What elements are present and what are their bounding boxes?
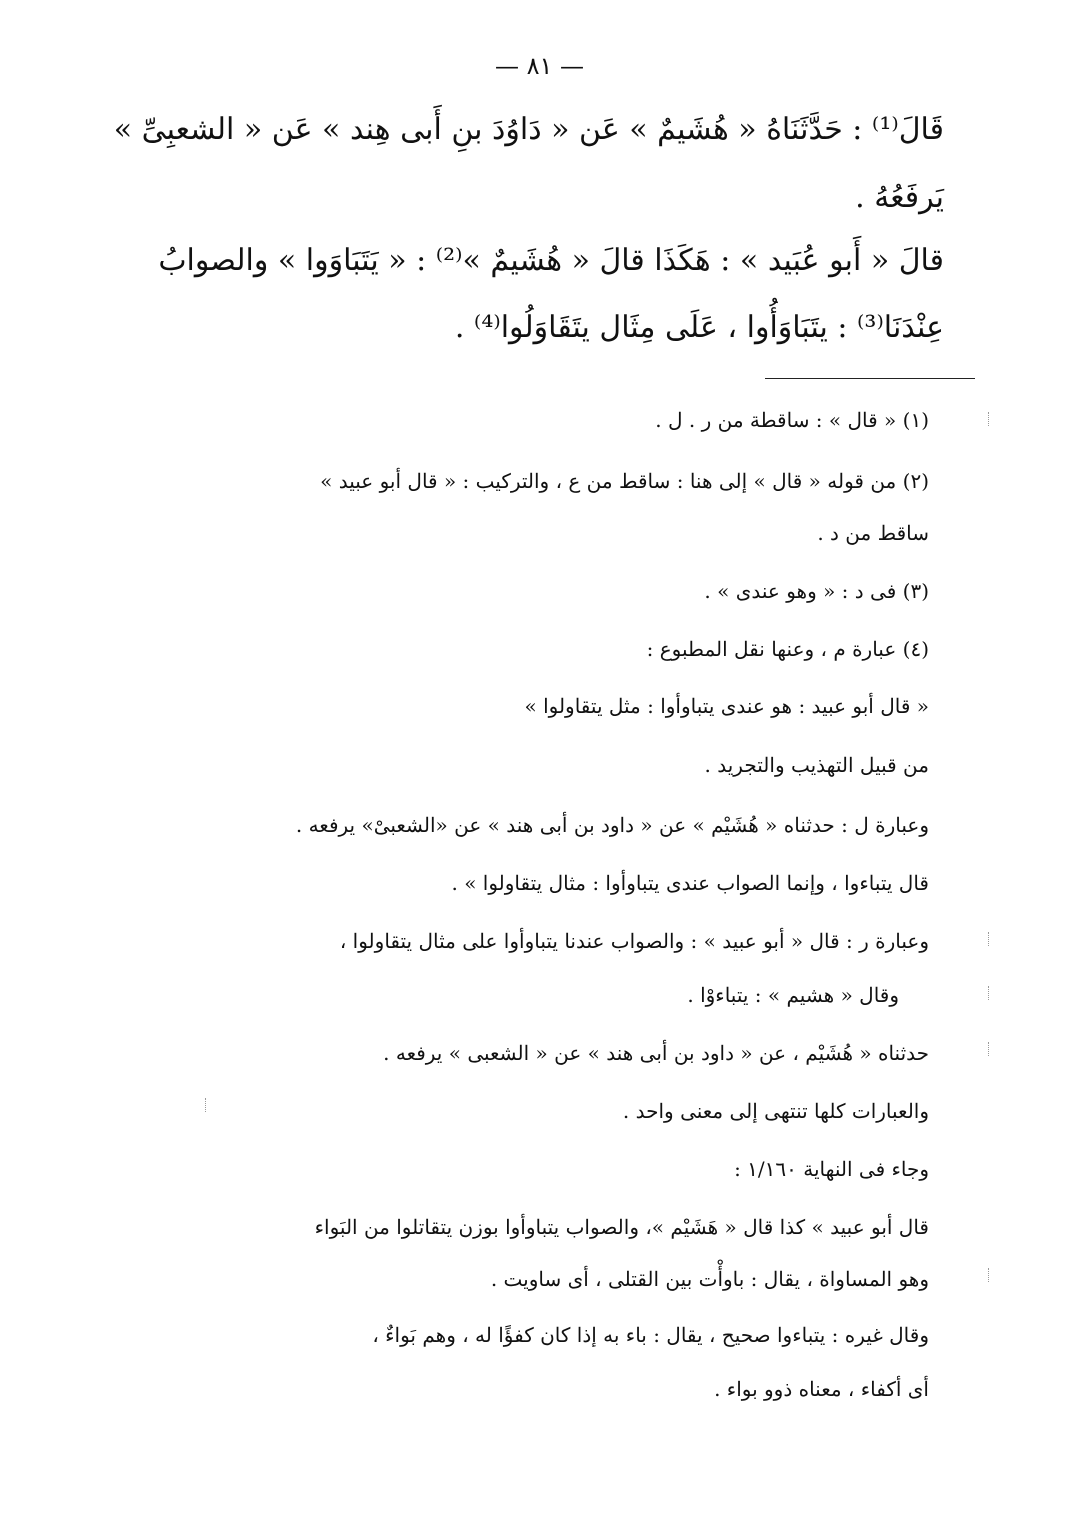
footnote-4: (٤) عبارة م ، وعنها نقل المطبوع :	[646, 637, 929, 661]
footnote-4-line: والعبارات كلها تنتهى إلى معنى واحد .	[622, 1099, 929, 1123]
footnote-4-line: قال يتباءوا ، وإنما الصواب عندى يتباوأوا : مثال يتقاولوا » .	[451, 871, 929, 895]
footnote-1: (١) « قال » : ساقطة من ر . ل .	[655, 408, 929, 432]
footnote-4-line: من قبيل التهذيب والتجريد .	[704, 753, 929, 777]
scan-speck	[988, 412, 993, 426]
scan-speck	[988, 932, 993, 946]
main-text-line: عِنْدَنَا⁽³⁾ : يتَبَاوَأُوا ، عَلَى مِثَال يتَقَاوَلُوا⁽⁴⁾ .	[454, 310, 944, 345]
footnote-3: (٣) فى د : « وهو عندى » .	[704, 579, 929, 603]
footnote-4-line: وجاء فى النهاية ١/١٦٠ :	[734, 1157, 929, 1181]
main-text-line: قَالَ⁽¹⁾ : حَدَّثَنَاهُ « هُشَيمٌ » عَن « دَاوُدَ بنِ أَبى هِند » عَن « الشعبِىِّ »	[113, 112, 944, 147]
footnote-4-line: وعبارة ل : حدثناه « هُشَيْم » عن « داود بن أبى هند » عن «الشعبىْ» يرفعه .	[295, 813, 929, 837]
scan-speck	[988, 986, 993, 1000]
footnote-4-line: وقال غيره : يتباءوا صحيح ، يقال : باء به إذا كان كفؤًا له ، وهم بَواءٌ ،	[372, 1323, 929, 1347]
footnote-4-line: وعبارة ر : قال « أبو عبيد » : والصواب عندنا يتباوأوا على مثال يتقاولوا ،	[339, 929, 929, 953]
footnote-4-quote: « قال أبو عبيد : هو عندى يتباوأوا : مثل يتقاولوا »	[524, 694, 929, 718]
footnote-2: (٢) من قوله « قال » إلى هنا : ساقط من ع ، والتركيب : « قال أبو عبيد »	[320, 469, 929, 493]
main-text-line: قالَ « أَبو عُبَيد » : هَكَذَا قالَ « هُشَيمٌ »⁽²⁾ : « يَتَبَاوَوا » والصوابُ	[158, 243, 944, 278]
scan-speck	[205, 1098, 210, 1112]
footnote-separator	[765, 378, 975, 379]
footnote-4-line: أى أكفاء ، معناه ذوو بواء .	[714, 1377, 929, 1401]
footnote-4-line: حدثناه « هُشَيْم ، عن « داود بن أبى هند » عن « الشعبى » يرفعه .	[383, 1041, 929, 1065]
footnote-4-line: قال أبو عبيد » كذا قال « هَشَيْم »، والصواب يتباوأوا بوزن يتقاتلوا من البَواء	[314, 1215, 929, 1239]
scan-speck	[988, 1042, 993, 1056]
footnote-4-line: وهو المساواة ، يقال : باوأْت بين القتلى ، أى ساويت .	[490, 1267, 929, 1291]
main-text-line: يَرفَعُهُ .	[855, 180, 944, 215]
footnote-2-cont: ساقط من د .	[817, 521, 929, 545]
footnote-4-line: وقال « هشيم » : يتباءوْا .	[687, 983, 899, 1007]
scan-speck	[988, 1268, 993, 1282]
page-number: — ٨١ —	[494, 52, 585, 80]
